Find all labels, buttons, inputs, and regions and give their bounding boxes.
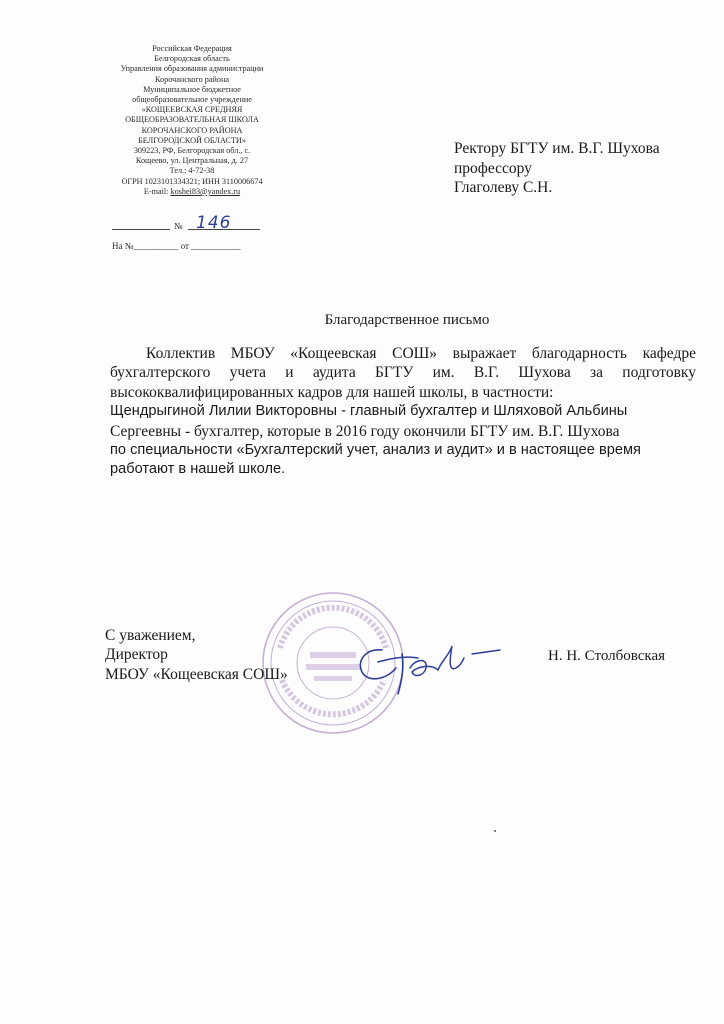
- email-link[interactable]: koshei83@yandex.ru: [170, 186, 241, 196]
- letterhead-line: КОРОЧАНСКОГО РАЙОНА: [141, 125, 243, 135]
- letterhead: [92, 44, 292, 197]
- letterhead-line: Муниципальное бюджетное: [143, 84, 241, 94]
- addressee-line: Глаголеву С.Н.: [454, 179, 553, 196]
- body-line: Щендрыгиной Лилии Викторовны - главный бухгалтер и Шляховой Альбины: [110, 403, 628, 420]
- number-sign: №: [174, 221, 183, 231]
- body-line: высококвалифицированных кадров для нашей школы, в частности:: [110, 383, 554, 401]
- letterhead-line: общеобразовательное учреждение: [132, 95, 252, 105]
- letterhead-line: Кощеево, ул. Центральная, д. 27: [135, 156, 249, 166]
- closing-block: [105, 626, 288, 684]
- body-line: по специальности «Бухгалтерский учет, анализ и аудит» и в настоящее время: [110, 442, 641, 459]
- email-label: E-mail:: [143, 186, 171, 196]
- letterhead-line: ОГРН 1023101334321; ИНН 3110006674: [121, 176, 263, 186]
- reference-line: На №__________ от ___________: [112, 241, 241, 251]
- letterhead-line: ОБЩЕОБРАЗОВАТЕЛЬНАЯ ШКОЛА: [125, 115, 259, 125]
- handwritten-number: 146: [196, 213, 232, 233]
- letterhead-line: Корочанского района: [154, 74, 230, 84]
- addressee-line: Ректору БГТУ им. В.Г. Шухова: [454, 140, 660, 157]
- closing-line: С уважением,: [105, 627, 196, 644]
- letterhead-line: 309223, РФ, Белгородская обл., с.: [133, 146, 251, 156]
- body-line: работают в нашей школе.: [110, 461, 286, 478]
- closing-line: МБОУ «Кощеевская СОШ»: [105, 665, 288, 683]
- closing-line: Директор: [105, 646, 168, 664]
- outgoing-number: [112, 214, 272, 234]
- body-line: Сергеевны - бухгалтер, которые в 2016 году окончили БГТУ им. В.Г. Шухова: [110, 422, 620, 440]
- letterhead-line: Белгородская область: [154, 54, 230, 64]
- addressee-line: профессору: [454, 159, 532, 177]
- letterhead-line: Тел.: 4-72-38: [169, 166, 215, 176]
- letterhead-email-line: [92, 187, 292, 197]
- letterhead-line: «КОЩЕЕВСКАЯ СРЕДНЯЯ: [141, 105, 243, 115]
- signer-name: Н. Н. Столбовская: [548, 648, 666, 664]
- blank-line: [112, 229, 170, 230]
- body-line: бухгалтерского учета и аудита БГТУ им. В.Г. Шухова за подготовку: [110, 364, 696, 382]
- letter-body: [110, 344, 696, 480]
- handwritten-signature: [352, 628, 512, 698]
- scan-speck: [494, 830, 496, 832]
- body-line: Коллектив МБОУ «Кощеевская СОШ» выражает благодарность кафедре: [146, 345, 696, 362]
- document-title: Благодарственное письмо: [324, 312, 490, 328]
- letterhead-line: БЕЛГОРОДСКОЙ ОБЛАСТИ»: [138, 135, 246, 145]
- letterhead-line: Управления образования администрации: [120, 64, 264, 74]
- letterhead-line: Российская Федерация: [152, 44, 232, 53]
- addressee: [454, 139, 660, 198]
